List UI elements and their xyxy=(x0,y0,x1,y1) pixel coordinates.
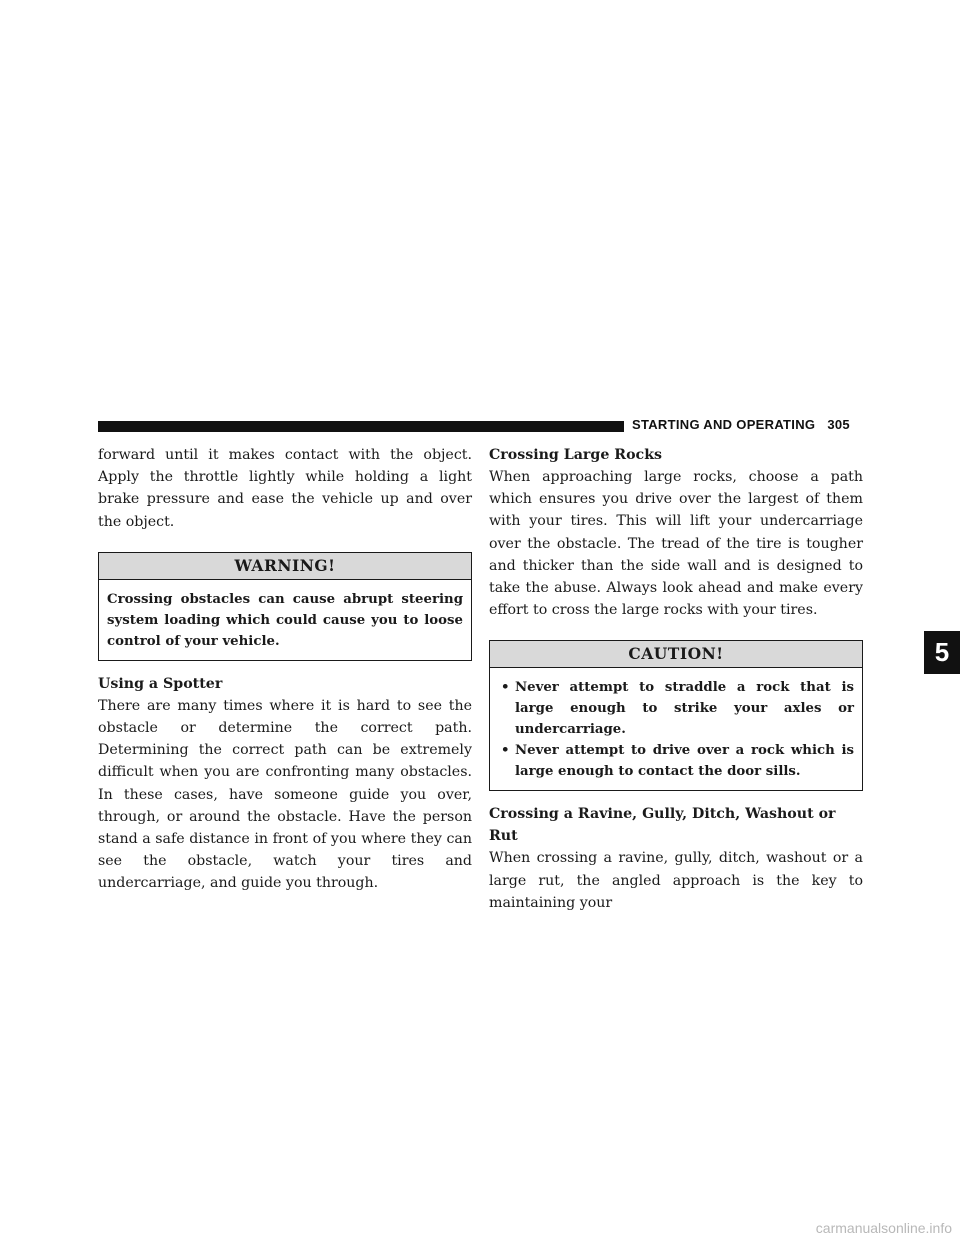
right-column xyxy=(489,444,863,914)
bullet-icon: • xyxy=(501,680,510,696)
rocks-heading: Crossing Large Rocks xyxy=(489,447,663,463)
warning-title: WARNING! xyxy=(99,553,471,580)
caution-item xyxy=(498,740,854,782)
warning-text: Crossing obstacles can cause abrupt steering system loading which could cause you to loose control of your vehicle. xyxy=(107,591,463,649)
caution-body xyxy=(490,668,862,790)
ravine-heading: Crossing a Ravine, Gully, Ditch, Washout or Rut xyxy=(489,806,836,845)
header-rule xyxy=(98,421,624,432)
caution-item-text: Never attempt to drive over a rock which is large enough to contact the door sills. xyxy=(515,743,854,780)
caution-item xyxy=(498,677,854,740)
spotter-paragraph: There are many times where it is hard to see the obstacle or determine the correct path. Determining the correct path can be extremely difficult when you are confronting many obstacles. In these cases, have someone guide you over, through, or around the obstacle. Have the person stand a safe distance in front of you where they can see the obstacle, watch your tires and undercarriage, and guide you through. xyxy=(98,697,472,892)
spotter-heading: Using a Spotter xyxy=(98,675,223,692)
caution-box xyxy=(489,640,863,791)
caution-item-text: Never attempt to straddle a rock that is large enough to strike your axles or undercarriage. xyxy=(515,680,854,738)
caution-title: CAUTION! xyxy=(490,641,862,668)
page-number: 305 xyxy=(827,417,850,432)
left-column xyxy=(98,444,472,895)
running-header xyxy=(632,417,850,432)
caution-list xyxy=(498,677,854,782)
section-title: STARTING AND OPERATING xyxy=(632,417,816,432)
chapter-tab: 5 xyxy=(924,631,960,674)
bullet-icon: • xyxy=(501,743,510,759)
site-watermark: carmanualsonline.info xyxy=(815,1220,952,1236)
continued-paragraph: forward until it makes contact with the object. Apply the throttle lightly while holding a light brake pressure and ease the vehicle up and over the object. xyxy=(98,447,472,530)
ravine-paragraph: When crossing a ravine, gully, ditch, washout or a large rut, the angled approach is the key to maintaining your xyxy=(489,850,863,911)
warning-box xyxy=(98,552,472,661)
rocks-paragraph: When approaching large rocks, choose a path which ensures you drive over the largest of them with your tires. This will lift your undercarriage over the obstacle. The tread of the tire is tougher and thicker than the side wall and is designed to take the abuse. Always look ahead and make every effort to cross the large rocks with your tires. xyxy=(489,469,863,619)
